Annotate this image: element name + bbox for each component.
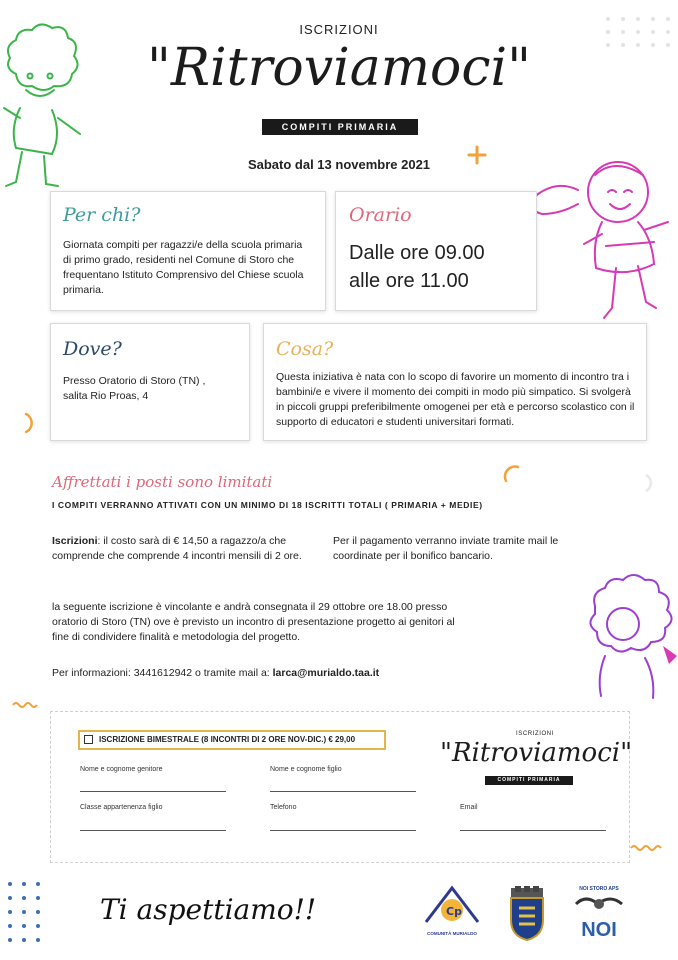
noi-storo-logo: [572, 886, 626, 944]
header-subtitle: ISCRIZIONI: [299, 22, 379, 37]
orario-line1: Dalle ore 09.00: [349, 242, 485, 264]
box-cosa: [263, 323, 647, 441]
orario-line2: alle ore 11.00: [349, 270, 469, 292]
box-per-chi-title: Per chi?: [63, 204, 141, 226]
noi-logo-top-text: NOI STORO APS: [579, 886, 619, 892]
contact-email[interactable]: larca@murialdo.taa.it: [272, 667, 380, 679]
box-orario-title: Orario: [349, 204, 412, 226]
box-dove-title: Dove?: [63, 338, 122, 360]
dove-line1: Presso Oratorio di Storo (TN) ,: [63, 375, 206, 387]
field-email-line[interactable]: [460, 830, 606, 831]
box-orario: [335, 191, 537, 311]
murialdo-logo-text: COMUNITÀ MURIALDO: [427, 931, 477, 936]
box-per-chi-text: Giornata compiti per ragazzi/e della scuola primaria di primo grado, residenti nel Comune di Storo che frequentano Istituto Comprensivo del Chiese scuola primaria.: [63, 239, 304, 296]
iscrizioni-text: : il costo sarà di € 14,50 a ragazzo/a che comprende che comprende 4 incontri mensili di 2 ore.: [52, 535, 302, 562]
iscrizioni-paragraph: [52, 534, 307, 564]
coat-of-arms-icon: [507, 886, 547, 942]
iscrizioni-label: Iscrizioni: [52, 535, 98, 547]
closing-message: Ti aspettiamo!!: [100, 893, 317, 926]
field-telefono-line[interactable]: [270, 830, 416, 831]
girl-illustration: [520, 150, 678, 335]
form-logo-title: "Ritroviamoci": [440, 738, 633, 768]
murialdo-logo: [420, 882, 484, 942]
limited-seats-notice: Affrettati i posti sono limitati: [52, 473, 273, 491]
ring-decoration: [642, 472, 660, 494]
form-logo-subtitle: ISCRIZIONI: [515, 731, 554, 737]
field-genitore-line[interactable]: [80, 791, 226, 792]
contacts-prefix: Per informazioni: 3441612942 o tramite mail a:: [52, 667, 273, 679]
vincolante-paragraph: la seguente iscrizione è vincolante e andrà consegnata il 29 ottobre ore 18.00 presso oratorio di Storo (TN) ove è previsto un incontro di presentazione progetto ai genitori al fine di condividere finalità e metodologia del progetto.: [52, 601, 455, 643]
field-label-email: Email: [460, 804, 478, 811]
box-cosa-title: Cosa?: [276, 338, 334, 360]
field-label-figlio: Nome e cognome figlio: [270, 766, 342, 773]
arc-decoration: [500, 462, 524, 486]
field-label-classe: Classe appartenenza figlio: [80, 804, 163, 811]
box-dove: [50, 323, 250, 441]
field-figlio-line[interactable]: [270, 791, 416, 792]
enrollment-checkbox[interactable]: [84, 735, 93, 744]
wave-decoration: [12, 700, 38, 710]
wave-decoration: [630, 843, 662, 853]
svg-text:Cp: Cp: [446, 905, 462, 918]
minimum-enrollment-note: I COMPITI VERRANNO ATTIVATI CON UN MINIMO DI 18 ISCRITTI TOTALI ( PRIMARIA + MEDIE): [52, 500, 483, 510]
event-date: Sabato dal 13 novembre 2021: [247, 157, 431, 172]
murialdo-logo-icon: [420, 882, 484, 926]
dots-decoration-bottom: [6, 880, 50, 956]
page-title: "Ritroviamoci": [146, 38, 532, 98]
box-cosa-text: Questa iniziativa è nata con lo scopo di favorire un momento di incontro tra i bambini/e e vivere il momento dei compiti in modo più simpatico. Si svolgerà in piccoli gruppi preferibilmente omogenei per età e percorso scolastico con il supporto di educatori e studenti universitari formati.: [276, 371, 635, 428]
curly-kid-illustration: [565, 566, 678, 706]
enrollment-option-label: ISCRIZIONE BIMESTRALE (8 INCONTRI DI 2 ORE NOV-DIC.) € 29,00: [99, 735, 356, 744]
box-per-chi: [50, 191, 326, 311]
noi-logo-big-text: NOI: [581, 919, 617, 941]
arc-decoration: [20, 410, 40, 436]
field-classe-line[interactable]: [80, 830, 226, 831]
dove-line2: salita Rio Proas, 4: [63, 390, 149, 402]
field-label-genitore: Nome e cognome genitore: [80, 766, 163, 773]
handshake-icon: [572, 892, 626, 914]
pagamento-paragraph: Per il pagamento verranno inviate tramite mail le coordinate per il bonifico bancario.: [333, 535, 559, 562]
contacts-line: [52, 666, 379, 681]
category-badge: COMPITI PRIMARIA: [262, 119, 418, 135]
form-logo-badge: COMPITI PRIMARIA: [485, 776, 573, 785]
field-label-telefono: Telefono: [270, 804, 297, 811]
